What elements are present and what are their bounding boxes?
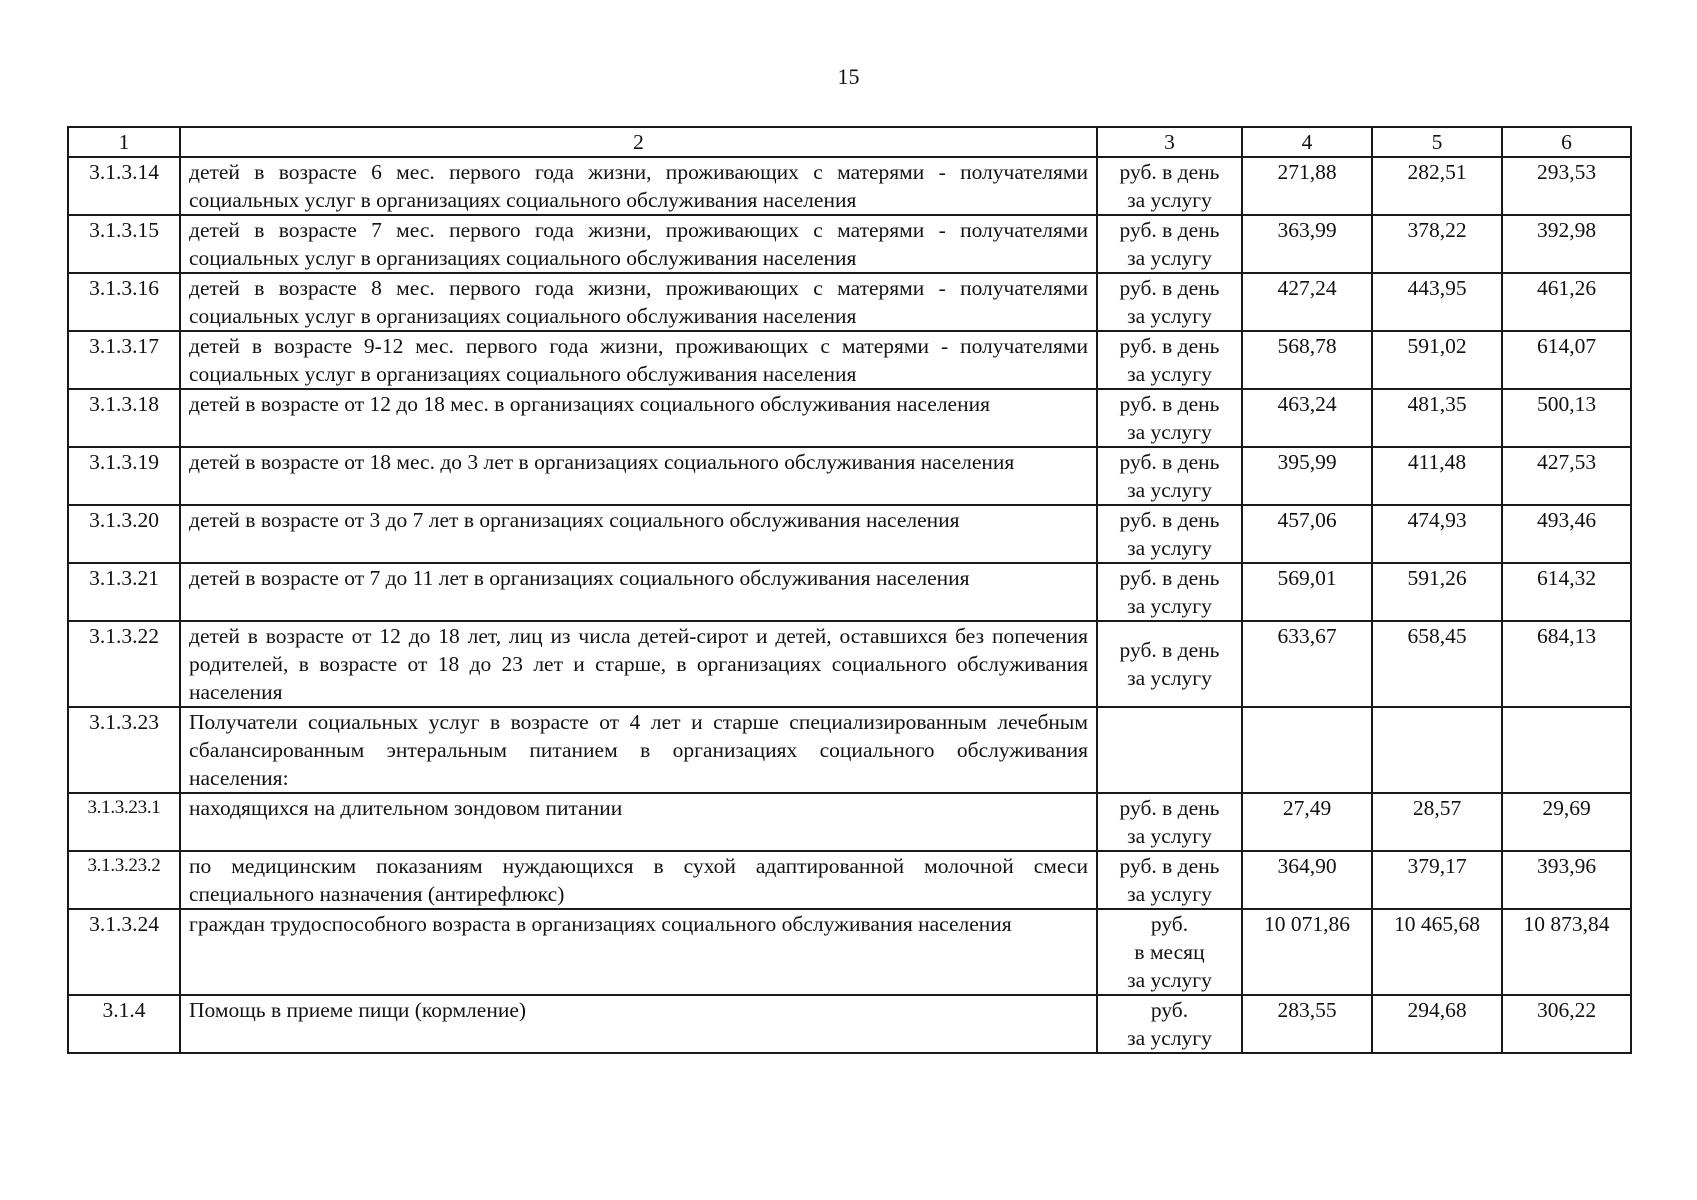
column-header: 3 <box>1097 127 1242 157</box>
unit-line: руб. в день <box>1119 854 1220 878</box>
unit-line: в месяц <box>1134 940 1205 964</box>
value-col5: 591,02 <box>1372 331 1502 389</box>
unit-line: за услугу <box>1127 594 1212 618</box>
tariff-table <box>67 126 1632 1054</box>
unit-cell <box>1097 331 1242 389</box>
value-col4: 568,78 <box>1242 331 1372 389</box>
unit-line: руб. <box>1150 998 1189 1022</box>
value-col6: 684,13 <box>1502 621 1631 707</box>
unit-cell <box>1097 995 1242 1053</box>
item-code: 3.1.3.15 <box>68 215 180 273</box>
unit-line: руб. в день <box>1119 392 1220 416</box>
unit-line: руб. в день <box>1119 218 1220 242</box>
value-col5: 282,51 <box>1372 157 1502 215</box>
item-code: 3.1.3.23.2 <box>68 851 180 909</box>
table-row <box>68 157 1631 215</box>
page-number: 15 <box>837 64 860 89</box>
value-col6: 306,22 <box>1502 995 1631 1053</box>
unit-cell <box>1097 505 1242 563</box>
unit-line: руб. <box>1150 912 1189 936</box>
unit-cell <box>1097 909 1242 995</box>
item-code: 3.1.3.24 <box>68 909 180 995</box>
item-description: детей в возрасте 6 мес. первого года жизни, проживающих с матерями - получателями социальных услуг в организациях социального обслуживания населения <box>180 157 1097 215</box>
unit-cell <box>1097 707 1242 793</box>
value-col4: 633,67 <box>1242 621 1372 707</box>
value-col6: 392,98 <box>1502 215 1631 273</box>
item-code: 3.1.3.20 <box>68 505 180 563</box>
table-row <box>68 505 1631 563</box>
table-row <box>68 851 1631 909</box>
value-col6 <box>1502 707 1631 793</box>
value-col4 <box>1242 707 1372 793</box>
unit-line: руб. в день <box>1119 160 1220 184</box>
value-col4: 10 071,86 <box>1242 909 1372 995</box>
value-col5: 378,22 <box>1372 215 1502 273</box>
item-code: 3.1.3.19 <box>68 447 180 505</box>
value-col6: 393,96 <box>1502 851 1631 909</box>
item-description: Получатели социальных услуг в возрасте от 4 лет и старше специализированным лечебным сбалансированным энтеральным питанием в организациях социального обслуживания населения: <box>180 707 1097 793</box>
item-code: 3.1.4 <box>68 995 180 1053</box>
table-row <box>68 563 1631 621</box>
value-col5: 474,93 <box>1372 505 1502 563</box>
value-col6: 10 873,84 <box>1502 909 1631 995</box>
table-row <box>68 909 1631 995</box>
unit-cell <box>1097 273 1242 331</box>
item-code: 3.1.3.16 <box>68 273 180 331</box>
unit-line: за услугу <box>1127 246 1212 270</box>
item-description: детей в возрасте от 18 мес. до 3 лет в организациях социального обслуживания населения <box>180 447 1097 505</box>
value-col4: 395,99 <box>1242 447 1372 505</box>
item-description: детей в возрасте 8 мес. первого года жизни, проживающих с матерями - получателями социальных услуг в организациях социального обслуживания населения <box>180 273 1097 331</box>
unit-cell <box>1097 621 1242 707</box>
unit-line: руб. в день <box>1119 508 1220 532</box>
value-col6: 293,53 <box>1502 157 1631 215</box>
unit-line: за услугу <box>1127 188 1212 212</box>
unit-cell <box>1097 389 1242 447</box>
value-col4: 457,06 <box>1242 505 1372 563</box>
unit-line: руб. в день <box>1119 796 1220 820</box>
value-col6: 461,26 <box>1502 273 1631 331</box>
item-description: находящихся на длительном зондовом питании <box>180 793 1097 851</box>
value-col5: 379,17 <box>1372 851 1502 909</box>
unit-line: руб. в день <box>1119 276 1220 300</box>
unit-line: за услугу <box>1127 304 1212 328</box>
table-row <box>68 621 1631 707</box>
value-col4: 27,49 <box>1242 793 1372 851</box>
item-description: детей в возрасте 9-12 мес. первого года жизни, проживающих с матерями - получателями социальных услуг в организациях социального обслуживания населения <box>180 331 1097 389</box>
unit-line: за услугу <box>1127 478 1212 502</box>
unit-line: за услугу <box>1127 420 1212 444</box>
item-description: по медицинским показаниям нуждающихся в сухой адаптированной молочной смеси специального назначения (антирефлюкс) <box>180 851 1097 909</box>
unit-cell <box>1097 851 1242 909</box>
column-header: 6 <box>1502 127 1631 157</box>
table-row <box>68 273 1631 331</box>
item-description: детей в возрасте от 12 до 18 лет, лиц из числа детей-сирот и детей, оставшихся без попечения родителей, в возрасте от 18 до 23 лет и старше, в организациях социального обслуживания населения <box>180 621 1097 707</box>
item-description: детей в возрасте от 7 до 11 лет в организациях социального обслуживания населения <box>180 563 1097 621</box>
item-description: детей в возрасте 7 мес. первого года жизни, проживающих с матерями - получателями социальных услуг в организациях социального обслуживания населения <box>180 215 1097 273</box>
item-code: 3.1.3.21 <box>68 563 180 621</box>
unit-line: за услугу <box>1127 824 1212 848</box>
value-col6: 614,07 <box>1502 331 1631 389</box>
item-description: Помощь в приеме пищи (кормление) <box>180 995 1097 1053</box>
column-header: 2 <box>180 127 1097 157</box>
item-description: граждан трудоспособного возраста в организациях социального обслуживания населения <box>180 909 1097 995</box>
value-col5: 411,48 <box>1372 447 1502 505</box>
unit-line: руб. в день <box>1119 566 1220 590</box>
table-row <box>68 707 1631 793</box>
unit-cell <box>1097 793 1242 851</box>
unit-line: за услугу <box>1127 1026 1212 1050</box>
column-header: 5 <box>1372 127 1502 157</box>
table-row <box>68 331 1631 389</box>
value-col4: 463,24 <box>1242 389 1372 447</box>
value-col4: 271,88 <box>1242 157 1372 215</box>
unit-line: за услугу <box>1127 666 1212 690</box>
item-description: детей в возрасте от 3 до 7 лет в организациях социального обслуживания населения <box>180 505 1097 563</box>
value-col5: 443,95 <box>1372 273 1502 331</box>
item-code: 3.1.3.18 <box>68 389 180 447</box>
table-row <box>68 389 1631 447</box>
value-col5: 28,57 <box>1372 793 1502 851</box>
table-header-row <box>68 127 1631 157</box>
unit-line: руб. в день <box>1119 450 1220 474</box>
item-code: 3.1.3.14 <box>68 157 180 215</box>
value-col6: 427,53 <box>1502 447 1631 505</box>
value-col4: 364,90 <box>1242 851 1372 909</box>
column-header: 4 <box>1242 127 1372 157</box>
value-col6: 500,13 <box>1502 389 1631 447</box>
unit-line: руб. в день <box>1119 638 1220 662</box>
value-col4: 569,01 <box>1242 563 1372 621</box>
value-col5: 481,35 <box>1372 389 1502 447</box>
unit-cell <box>1097 447 1242 505</box>
item-code: 3.1.3.22 <box>68 621 180 707</box>
table-row <box>68 447 1631 505</box>
column-header: 1 <box>68 127 180 157</box>
item-code: 3.1.3.17 <box>68 331 180 389</box>
value-col5: 10 465,68 <box>1372 909 1502 995</box>
value-col4: 427,24 <box>1242 273 1372 331</box>
item-code: 3.1.3.23.1 <box>68 793 180 851</box>
value-col6: 614,32 <box>1502 563 1631 621</box>
unit-line: за услугу <box>1127 536 1212 560</box>
value-col6: 29,69 <box>1502 793 1631 851</box>
table-row <box>68 793 1631 851</box>
value-col5 <box>1372 707 1502 793</box>
table-row <box>68 215 1631 273</box>
value-col6: 493,46 <box>1502 505 1631 563</box>
unit-line: за услугу <box>1127 362 1212 386</box>
item-description: детей в возрасте от 12 до 18 мес. в организациях социального обслуживания населения <box>180 389 1097 447</box>
unit-cell <box>1097 157 1242 215</box>
unit-cell <box>1097 215 1242 273</box>
value-col5: 294,68 <box>1372 995 1502 1053</box>
value-col4: 363,99 <box>1242 215 1372 273</box>
table-row <box>68 995 1631 1053</box>
unit-line: руб. в день <box>1119 334 1220 358</box>
unit-line: за услугу <box>1127 968 1212 992</box>
item-code: 3.1.3.23 <box>68 707 180 793</box>
unit-cell <box>1097 563 1242 621</box>
value-col4: 283,55 <box>1242 995 1372 1053</box>
unit-line: за услугу <box>1127 882 1212 906</box>
value-col5: 658,45 <box>1372 621 1502 707</box>
value-col5: 591,26 <box>1372 563 1502 621</box>
